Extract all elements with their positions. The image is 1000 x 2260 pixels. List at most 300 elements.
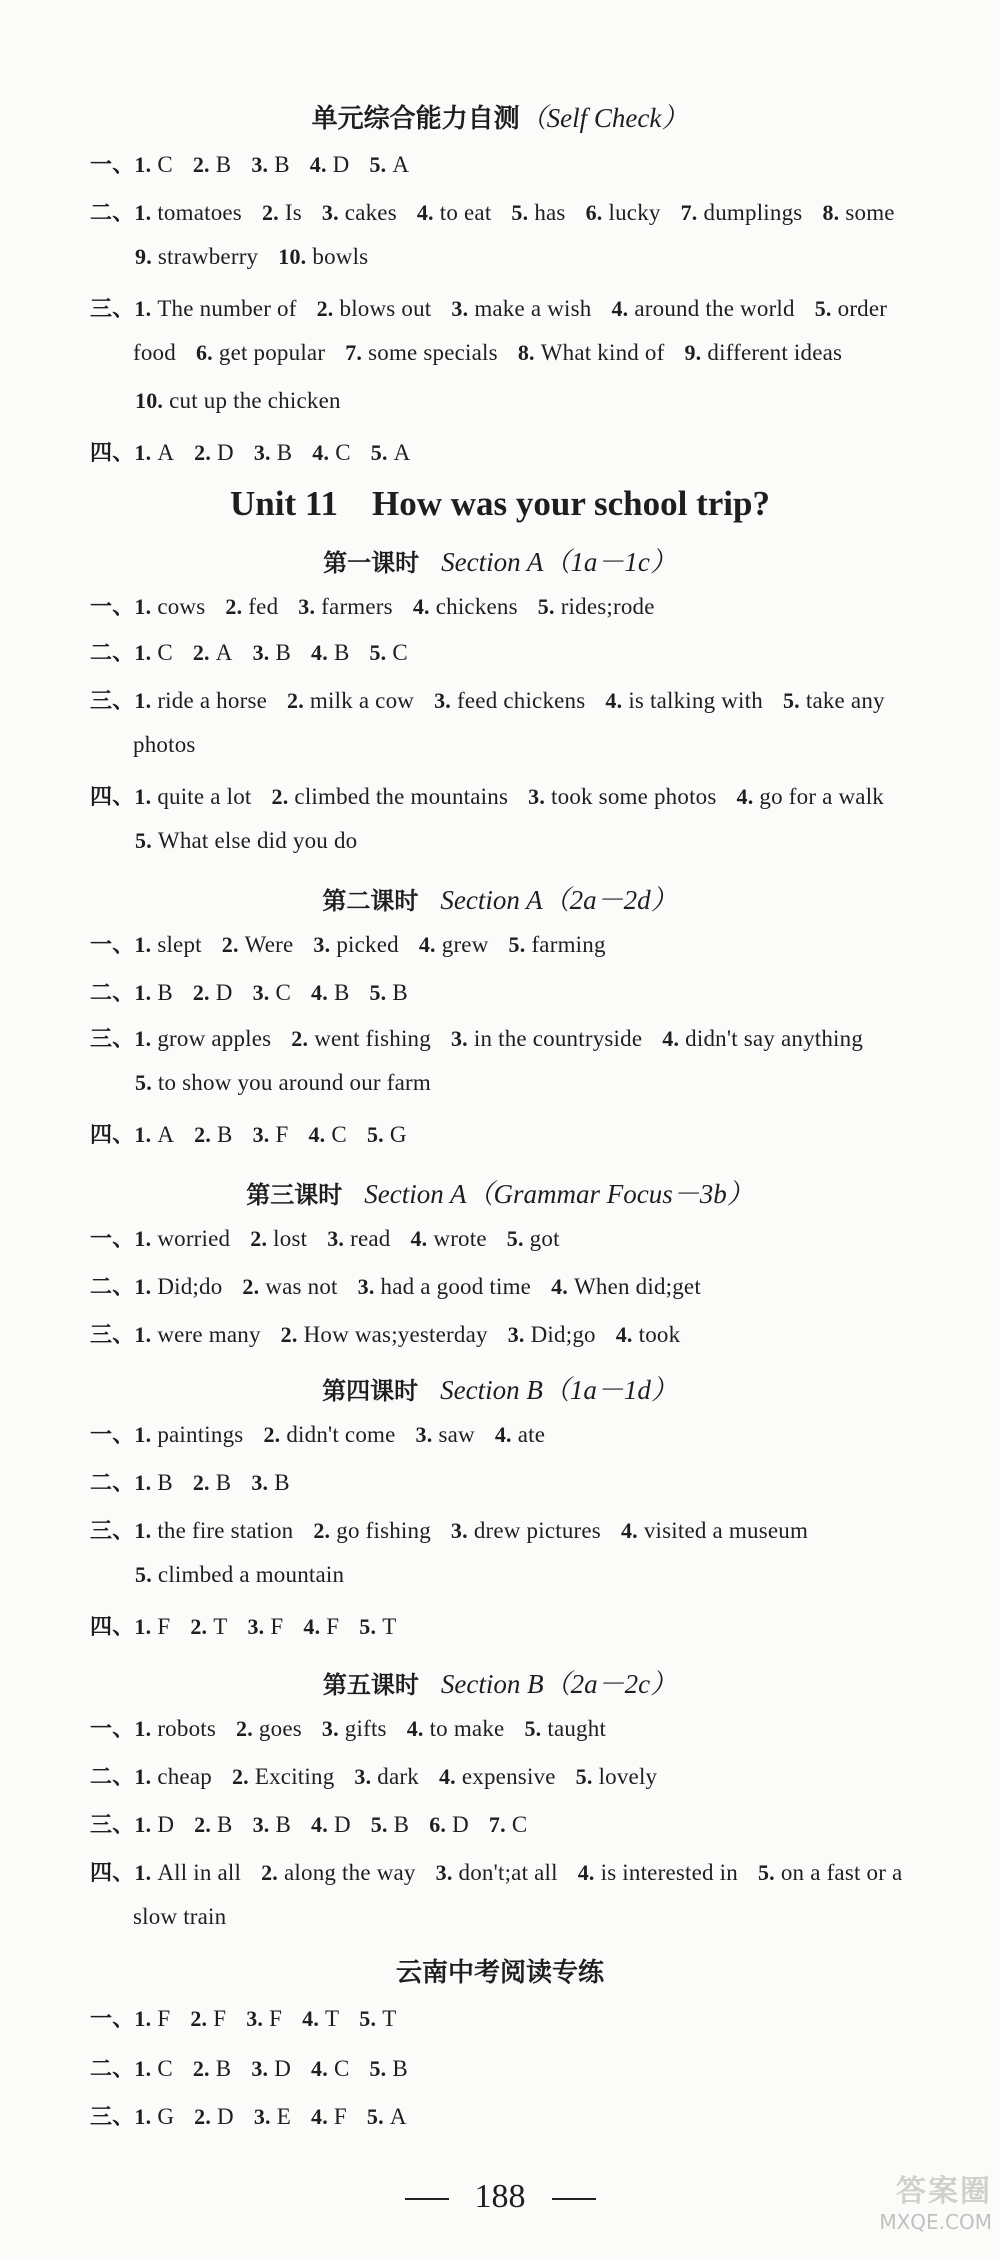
answer-number: 3. bbox=[313, 932, 331, 957]
answer-text: Did;go bbox=[530, 1322, 596, 1347]
answer-item bbox=[313, 1518, 431, 1543]
answer-item bbox=[416, 1422, 475, 1447]
answer-line bbox=[90, 928, 970, 959]
answer-item bbox=[681, 200, 803, 225]
answer-item bbox=[134, 640, 172, 665]
answer-text: ride a horse bbox=[157, 688, 267, 713]
question-group-label: 三、 bbox=[90, 296, 135, 322]
answer-number: 1. bbox=[134, 784, 152, 809]
answer-number: 8. bbox=[822, 200, 840, 225]
answer-number: 2. bbox=[194, 2104, 212, 2129]
answer-item bbox=[196, 340, 325, 365]
answer-item bbox=[605, 688, 763, 713]
answer-line bbox=[90, 1270, 970, 1301]
page-number-value: 188 bbox=[474, 2178, 526, 2215]
answer-line bbox=[133, 732, 1000, 758]
answer-item bbox=[134, 296, 296, 321]
answer-item bbox=[134, 980, 172, 1005]
answer-number: 1. bbox=[134, 1422, 152, 1447]
lesson1-title-en: Section A（1a－1c） bbox=[441, 547, 677, 577]
answer-text: blows out bbox=[339, 296, 432, 321]
answer-text: went fishing bbox=[314, 1026, 431, 1051]
answer-line bbox=[135, 828, 1000, 854]
answer-number: 2. bbox=[242, 1274, 260, 1299]
answer-text: A bbox=[215, 640, 233, 665]
answer-item bbox=[311, 980, 349, 1005]
answer-text: B bbox=[157, 980, 173, 1005]
answer-line bbox=[90, 590, 970, 621]
answer-item bbox=[194, 440, 234, 465]
answer-text: F bbox=[326, 1614, 340, 1639]
answer-item bbox=[417, 200, 492, 225]
lesson3-title-zh: 第三课时 bbox=[246, 1180, 343, 1209]
answer-text: feed chickens bbox=[457, 688, 586, 713]
answer-number: 3. bbox=[298, 594, 316, 619]
answer-item bbox=[345, 340, 498, 365]
answer-item bbox=[311, 640, 349, 665]
answer-item bbox=[134, 1122, 174, 1147]
question-group-label: 一、 bbox=[90, 1716, 135, 1742]
answer-number: 1. bbox=[134, 296, 152, 321]
answer-item bbox=[135, 388, 341, 413]
answer-text: F bbox=[275, 1122, 289, 1147]
question-group-label: 一、 bbox=[90, 1226, 135, 1252]
answer-number: 3. bbox=[450, 1518, 468, 1543]
answer-number: 3. bbox=[251, 2056, 269, 2081]
answer-number: 5. bbox=[575, 1764, 593, 1789]
answer-number: 3. bbox=[251, 1470, 269, 1495]
answer-text: robots bbox=[157, 1716, 217, 1741]
answer-number: 1. bbox=[134, 2006, 152, 2031]
answer-number: 4. bbox=[410, 1226, 428, 1251]
answer-text: taught bbox=[547, 1716, 607, 1741]
answer-item bbox=[407, 1716, 505, 1741]
answer-item bbox=[311, 2056, 349, 2081]
question-group-label: 二、 bbox=[90, 200, 135, 226]
answer-text: read bbox=[350, 1226, 391, 1251]
answer-line bbox=[133, 340, 1000, 366]
answer-line bbox=[135, 244, 1000, 270]
answer-text: C bbox=[157, 2056, 173, 2081]
answer-text: lovely bbox=[598, 1764, 658, 1789]
answer-item bbox=[134, 1470, 172, 1495]
answer-item bbox=[551, 1274, 701, 1299]
answer-text: B bbox=[157, 1470, 173, 1495]
answer-text: What kind of bbox=[540, 340, 665, 365]
answer-text: quite a lot bbox=[157, 784, 252, 809]
answer-number: 5. bbox=[814, 296, 832, 321]
answer-line bbox=[90, 1760, 970, 1791]
answer-text: B bbox=[333, 980, 350, 1005]
answer-item bbox=[251, 152, 289, 177]
answer-item bbox=[134, 1226, 230, 1251]
answer-number: 2. bbox=[271, 784, 289, 809]
lesson5-title-zh: 第五课时 bbox=[322, 1670, 419, 1699]
answer-text: gifts bbox=[344, 1716, 387, 1741]
answer-text: grow apples bbox=[157, 1026, 272, 1051]
answer-number: 4. bbox=[494, 1422, 512, 1447]
reading-title: 云南中考阅读专练 bbox=[395, 1958, 604, 1988]
answer-number: 1. bbox=[134, 1716, 152, 1741]
answer-number: 4. bbox=[611, 296, 629, 321]
answer-number: 1. bbox=[134, 1812, 152, 1837]
answer-number: 5. bbox=[370, 1812, 388, 1837]
answer-item bbox=[313, 932, 398, 957]
answer-item bbox=[578, 1860, 738, 1885]
answer-text: All in all bbox=[157, 1860, 242, 1885]
answer-item bbox=[135, 828, 357, 853]
answer-number: 3. bbox=[327, 1226, 345, 1251]
answer-number: 5. bbox=[370, 440, 388, 465]
answer-line bbox=[90, 1856, 970, 1887]
answer-item bbox=[134, 1322, 260, 1347]
answer-number: 3. bbox=[357, 1274, 375, 1299]
answer-text: C bbox=[511, 1812, 528, 1837]
answer-number: 2. bbox=[192, 152, 210, 177]
answer-line bbox=[90, 1118, 970, 1149]
answer-number: 3. bbox=[252, 1122, 270, 1147]
answer-text: expensive bbox=[461, 1764, 556, 1789]
answer-number: 2. bbox=[316, 296, 334, 321]
answer-item bbox=[815, 296, 887, 321]
answer-item bbox=[134, 1422, 243, 1447]
answer-text: some specials bbox=[368, 340, 498, 365]
answer-text: drew pictures bbox=[473, 1518, 601, 1543]
answer-number: 3. bbox=[246, 2006, 264, 2031]
answer-text: B bbox=[215, 1470, 232, 1495]
answer-line bbox=[90, 292, 970, 323]
answer-item bbox=[135, 1070, 431, 1095]
answer-number: 1. bbox=[134, 1226, 152, 1251]
answer-item bbox=[193, 640, 233, 665]
answer-item bbox=[247, 1614, 283, 1639]
answer-number: 4. bbox=[615, 1322, 633, 1347]
answer-text: climbed a mountain bbox=[157, 1562, 345, 1587]
answer-number: 2. bbox=[280, 1322, 298, 1347]
answer-text: G bbox=[389, 1122, 407, 1147]
answer-item bbox=[134, 1860, 241, 1885]
answer-number: 1. bbox=[134, 200, 152, 225]
question-group-label: 二、 bbox=[90, 1470, 135, 1496]
answer-text: was not bbox=[265, 1274, 338, 1299]
answer-text: A bbox=[389, 2104, 407, 2129]
answer-text: order bbox=[837, 296, 888, 321]
lesson5-title-en: Section B（2a－2c） bbox=[440, 1669, 678, 1699]
answer-number: 3. bbox=[253, 2104, 271, 2129]
answer-item bbox=[222, 932, 294, 957]
answer-number: 4. bbox=[309, 152, 327, 177]
answer-item bbox=[254, 440, 292, 465]
answer-item bbox=[246, 2006, 282, 2031]
answer-item bbox=[822, 200, 894, 225]
answer-text: B bbox=[215, 152, 232, 177]
answer-item bbox=[369, 640, 407, 665]
answer-text: go for a walk bbox=[759, 784, 885, 809]
answer-item bbox=[134, 688, 267, 713]
question-group-label: 三、 bbox=[90, 1322, 135, 1348]
answer-item bbox=[317, 296, 432, 321]
answer-number: 5. bbox=[511, 200, 529, 225]
self-check-title-en: （Self Check） bbox=[519, 103, 689, 133]
answer-item bbox=[369, 980, 407, 1005]
answer-text: Did;do bbox=[157, 1274, 223, 1299]
answer-item bbox=[303, 1614, 339, 1639]
answer-text: cut up the chicken bbox=[169, 388, 341, 413]
answer-item bbox=[287, 688, 414, 713]
answer-text: dumplings bbox=[703, 200, 803, 225]
answer-text: lost bbox=[273, 1226, 308, 1251]
answer-item bbox=[193, 2056, 231, 2081]
answer-text: cheap bbox=[157, 1764, 212, 1789]
answer-text: go fishing bbox=[336, 1518, 431, 1543]
answer-item bbox=[194, 2104, 234, 2129]
lesson2-title-en: Section A（2a－2d） bbox=[440, 885, 678, 915]
answer-line bbox=[90, 2002, 970, 2033]
answer-item bbox=[134, 1026, 271, 1051]
answer-number: 2. bbox=[192, 640, 210, 665]
answer-text: farming bbox=[531, 932, 606, 957]
answer-number: 7. bbox=[488, 1812, 506, 1837]
answer-item bbox=[616, 1322, 681, 1347]
answer-item bbox=[134, 1764, 212, 1789]
answer-text: goes bbox=[258, 1716, 302, 1741]
answer-line bbox=[90, 1318, 970, 1349]
answer-number: 6. bbox=[585, 200, 603, 225]
answer-item bbox=[134, 1614, 170, 1639]
answer-text: B bbox=[275, 1812, 292, 1837]
question-group-label: 三、 bbox=[90, 1026, 135, 1052]
lesson4-title-en: Section B（1a－1d） bbox=[440, 1375, 678, 1405]
answer-item bbox=[134, 2056, 172, 2081]
answer-number: 3. bbox=[528, 784, 546, 809]
question-group-label: 四、 bbox=[90, 440, 135, 466]
answer-number: 2. bbox=[194, 1812, 212, 1837]
answer-item bbox=[225, 594, 278, 619]
answer-text: The number of bbox=[157, 296, 297, 321]
answer-item bbox=[322, 1716, 387, 1741]
question-group-label: 二、 bbox=[90, 1764, 135, 1790]
answer-number: 3. bbox=[251, 152, 269, 177]
answer-number: 2. bbox=[231, 1764, 249, 1789]
answer-number: 4. bbox=[438, 1764, 456, 1789]
answer-item bbox=[135, 1562, 344, 1587]
unit-number: Unit 11 bbox=[230, 484, 338, 523]
answer-text: rides;rode bbox=[560, 594, 655, 619]
answer-item bbox=[413, 594, 518, 619]
lesson1-title-zh: 第一课时 bbox=[323, 548, 420, 577]
answer-number: 3. bbox=[354, 1764, 372, 1789]
lesson2-title-zh: 第二课时 bbox=[322, 886, 419, 915]
answer-text: dark bbox=[377, 1764, 419, 1789]
answer-text: strawberry bbox=[157, 244, 259, 269]
answer-item bbox=[684, 340, 842, 365]
question-group-label: 四、 bbox=[90, 1860, 135, 1886]
answer-number: 1. bbox=[134, 1518, 152, 1543]
unit-name: How was your school trip? bbox=[371, 484, 770, 523]
answer-text: B bbox=[392, 980, 408, 1005]
answer-item bbox=[263, 1422, 395, 1447]
answer-line bbox=[90, 1610, 970, 1641]
answer-number: 8. bbox=[517, 340, 535, 365]
answer-number: 2. bbox=[313, 1518, 331, 1543]
lesson1-heading bbox=[0, 540, 1000, 579]
answer-number: 5. bbox=[369, 640, 387, 665]
answer-number: 1. bbox=[134, 1614, 152, 1639]
answer-text: the fire station bbox=[157, 1518, 294, 1543]
answer-number: 5. bbox=[508, 932, 526, 957]
answer-item bbox=[133, 1904, 226, 1929]
answer-text: C bbox=[333, 2056, 350, 2081]
answer-text: F bbox=[333, 2104, 347, 2129]
answer-text: farmers bbox=[321, 594, 393, 619]
answer-number: 5. bbox=[359, 1614, 377, 1639]
answer-item bbox=[261, 1860, 416, 1885]
answer-line bbox=[135, 1070, 1000, 1096]
answer-number: 4. bbox=[605, 688, 623, 713]
answer-text: had a good time bbox=[380, 1274, 532, 1299]
answer-item bbox=[662, 1026, 863, 1051]
answer-number: 3. bbox=[321, 1716, 339, 1741]
answer-item bbox=[495, 1422, 545, 1447]
answer-text: C bbox=[392, 640, 408, 665]
answer-item bbox=[134, 932, 201, 957]
answer-number: 2. bbox=[192, 2056, 210, 2081]
answer-item bbox=[507, 1226, 560, 1251]
answer-line bbox=[90, 196, 970, 227]
answer-number: 1. bbox=[134, 440, 152, 465]
answer-item bbox=[439, 1764, 556, 1789]
answer-number: 2. bbox=[261, 200, 279, 225]
lesson2-heading bbox=[0, 878, 1000, 917]
answer-item bbox=[576, 1764, 658, 1789]
answer-text: has bbox=[534, 200, 566, 225]
answer-item bbox=[133, 732, 196, 757]
answer-number: 4. bbox=[418, 932, 436, 957]
answer-text: grew bbox=[441, 932, 489, 957]
answer-text: some bbox=[845, 200, 895, 225]
question-group-label: 三、 bbox=[90, 688, 135, 714]
answer-number: 4. bbox=[311, 640, 328, 665]
answer-number: 1. bbox=[134, 1322, 152, 1347]
answer-number: 1. bbox=[134, 594, 152, 619]
answer-item bbox=[359, 2006, 396, 2031]
answer-text: C bbox=[335, 440, 351, 465]
answer-item bbox=[135, 244, 258, 269]
answer-text: B bbox=[275, 640, 292, 665]
answer-number: 5. bbox=[366, 1122, 384, 1147]
answer-item bbox=[586, 200, 661, 225]
answer-text: were many bbox=[157, 1322, 261, 1347]
answer-item bbox=[134, 1274, 222, 1299]
answer-text: T bbox=[382, 2006, 397, 2031]
question-group-label: 一、 bbox=[90, 594, 135, 620]
answer-number: 3. bbox=[434, 688, 452, 713]
answer-item bbox=[278, 244, 368, 269]
answer-number: 5. bbox=[359, 2006, 377, 2031]
answer-number: 3. bbox=[252, 640, 270, 665]
answer-text: picked bbox=[336, 932, 399, 957]
answer-text: F bbox=[213, 2006, 227, 2031]
lesson3-heading bbox=[0, 1172, 1000, 1211]
answer-item bbox=[253, 1122, 289, 1147]
answer-number: 1. bbox=[134, 932, 152, 957]
answer-text: G bbox=[157, 2104, 175, 2129]
answer-item bbox=[194, 1812, 232, 1837]
answer-number: 2. bbox=[236, 1716, 253, 1741]
answer-text: slow train bbox=[133, 1904, 227, 1929]
answer-number: 2. bbox=[221, 932, 239, 957]
answer-item bbox=[611, 296, 794, 321]
answer-text: B bbox=[217, 1122, 233, 1147]
answer-text: in the countryside bbox=[473, 1026, 643, 1051]
answer-number: 7. bbox=[345, 340, 363, 365]
answer-number: 9. bbox=[135, 244, 152, 269]
answer-number: 4. bbox=[406, 1716, 424, 1741]
answer-text: D bbox=[452, 1812, 469, 1837]
answer-number: 1. bbox=[134, 688, 152, 713]
answer-text: F bbox=[270, 1614, 284, 1639]
answer-number: 6. bbox=[429, 1812, 447, 1837]
answer-item bbox=[262, 200, 302, 225]
answer-text: around the world bbox=[634, 296, 795, 321]
answer-item bbox=[251, 1470, 289, 1495]
answer-number: 3. bbox=[321, 200, 339, 225]
answer-number: 2. bbox=[225, 594, 243, 619]
self-check-heading bbox=[0, 96, 1000, 135]
question-group-label: 三、 bbox=[90, 1518, 135, 1544]
answer-number: 5. bbox=[366, 2104, 384, 2129]
answer-item bbox=[298, 594, 393, 619]
answer-text: C bbox=[157, 640, 173, 665]
answer-number: 4. bbox=[577, 1860, 595, 1885]
answer-item bbox=[311, 1812, 351, 1837]
answer-number: 4. bbox=[311, 2104, 328, 2129]
answer-text: What else did you do bbox=[157, 828, 358, 853]
answer-item bbox=[369, 152, 409, 177]
answer-line bbox=[90, 1808, 970, 1839]
answer-item bbox=[190, 2006, 226, 2031]
unit-title bbox=[0, 484, 1000, 524]
answer-number: 2. bbox=[192, 1470, 210, 1495]
answer-text: take any bbox=[805, 688, 885, 713]
answer-number: 2. bbox=[287, 688, 304, 713]
answer-text: photos bbox=[133, 732, 196, 757]
answer-line bbox=[90, 2052, 970, 2083]
answer-text: C bbox=[275, 980, 292, 1005]
answer-text: Were bbox=[244, 932, 294, 957]
answer-item bbox=[134, 2006, 170, 2031]
answer-text: fed bbox=[248, 594, 279, 619]
answer-item bbox=[311, 2104, 347, 2129]
lesson3-title-en: Section A（Grammar Focus－3b） bbox=[364, 1179, 754, 1209]
answer-text: climbed the mountains bbox=[294, 784, 509, 809]
answer-item bbox=[451, 296, 591, 321]
answer-text: B bbox=[393, 1812, 410, 1837]
answer-item bbox=[193, 980, 233, 1005]
answer-text: saw bbox=[438, 1422, 475, 1447]
answer-text: don't;at all bbox=[458, 1860, 558, 1885]
question-group-label: 四、 bbox=[90, 1122, 135, 1148]
answer-text: How was;yesterday bbox=[303, 1322, 488, 1347]
answer-item bbox=[538, 594, 655, 619]
answer-item bbox=[281, 1322, 488, 1347]
answer-text: T bbox=[382, 1614, 397, 1639]
question-group-label: 二、 bbox=[90, 1274, 135, 1300]
answer-number: 2. bbox=[190, 2006, 208, 2031]
answer-text: lucky bbox=[608, 200, 661, 225]
answer-item bbox=[419, 932, 489, 957]
answer-item bbox=[354, 1764, 419, 1789]
